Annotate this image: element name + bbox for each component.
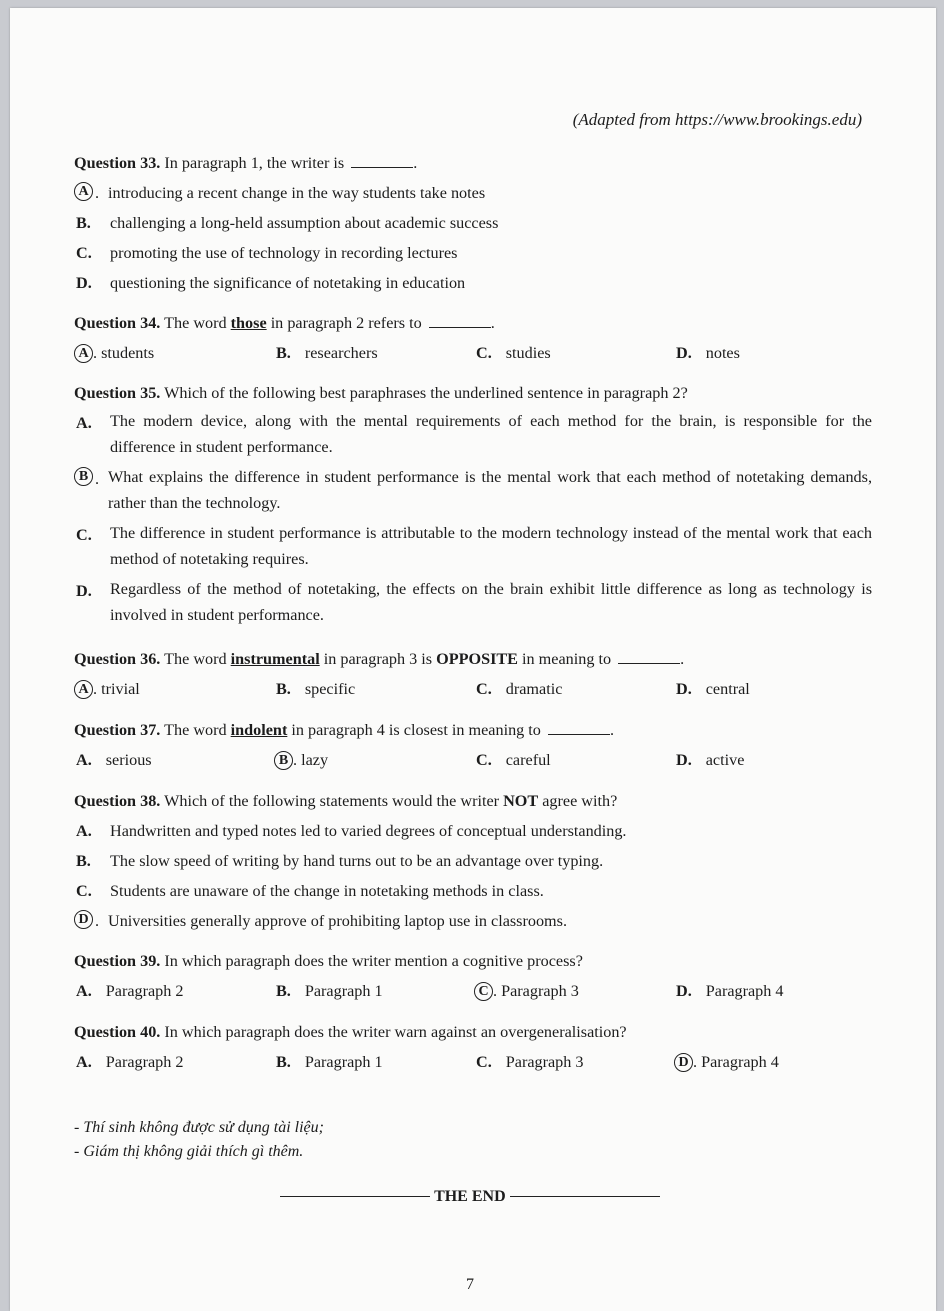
question-37-option-c[interactable]: C. careful (476, 751, 551, 769)
question-37 (74, 719, 872, 771)
question-40 (74, 1021, 872, 1073)
question-36-stem: Question 36. The word instrumental in paragraph 3 is OPPOSITE in meaning to . (74, 650, 685, 668)
question-33-option-a[interactable]: A . introducing a recent change in the way students take notes (74, 182, 872, 204)
highlighted-word: instrumental (230, 650, 320, 668)
question-40-option-d[interactable]: D . Paragraph 4 (674, 1051, 779, 1073)
question-37-option-d[interactable]: D. active (676, 751, 745, 769)
exam-notes (74, 1116, 324, 1164)
question-34-stem: Question 34. The word those in paragraph 2 refers to . (74, 314, 495, 332)
question-38-option-a[interactable]: A. Handwritten and typed notes led to varied degrees of conceptual understanding. (76, 822, 627, 840)
option-text: challenging a long-held assumption about academic success (110, 214, 499, 232)
answer-blank (429, 315, 491, 328)
question-39-option-d[interactable]: D. Paragraph 4 (676, 982, 784, 1000)
question-40-option-a[interactable]: A. Paragraph 2 (76, 1053, 184, 1071)
answer-blank (618, 651, 680, 664)
question-39-option-c[interactable]: C . Paragraph 3 (474, 980, 579, 1002)
question-37-options (74, 749, 872, 771)
question-35-option-d[interactable]: D. Regardless of the method of notetaking, the effects on the brain exhibit little difference as long as technology is involved in student performance. (76, 580, 872, 624)
divider (510, 1196, 660, 1197)
question-34-option-d[interactable]: D. notes (676, 344, 740, 362)
circled-answer-mark: C (474, 982, 493, 1001)
note-line: - Thí sinh không được sử dụng tài liệu; (74, 1119, 324, 1136)
answer-blank (548, 722, 610, 735)
question-36-option-c[interactable]: C. dramatic (476, 680, 563, 698)
question-34-option-c[interactable]: C. studies (476, 344, 551, 362)
question-33-option-d[interactable]: D. questioning the significance of notetaking in education (76, 274, 466, 292)
option-text: questioning the significance of notetaking in education (110, 274, 466, 292)
question-33-label: Question 33. (74, 154, 161, 172)
option-text: promoting the use of technology in recording lectures (110, 244, 458, 262)
circled-answer-mark: A (74, 182, 93, 201)
question-33-option-b[interactable]: B. challenging a long-held assumption about academic success (76, 214, 499, 232)
question-37-option-b[interactable]: B . lazy (274, 749, 328, 771)
question-36-option-d[interactable]: D. central (676, 680, 750, 698)
question-39-option-a[interactable]: A. Paragraph 2 (76, 982, 184, 1000)
question-35-option-c[interactable]: C. The difference in student performance is attributable to the modern technology instead of the mental work that each method of notetaking requires. (76, 524, 872, 568)
option-text: introducing a recent change in the way students take notes (108, 184, 486, 202)
question-33-text: In paragraph 1, the writer is (160, 154, 345, 172)
question-39-options (74, 980, 872, 1002)
highlighted-word: those (230, 314, 267, 332)
circled-answer-mark: B (74, 467, 93, 486)
question-36-options (74, 678, 872, 700)
question-40-option-b[interactable]: B. Paragraph 1 (276, 1053, 383, 1071)
circled-answer-mark: D (674, 1053, 693, 1072)
question-34 (74, 312, 872, 364)
question-36 (74, 648, 872, 700)
question-35-option-a[interactable]: A. The modern device, along with the mental requirements of each method for the brain, is responsible for the difference in student performance. (76, 412, 872, 456)
highlighted-word: indolent (230, 721, 288, 739)
question-33-stem: Question 33. In paragraph 1, the writer is . (74, 154, 418, 172)
question-35-stem: Question 35. Which of the following best paraphrases the underlined sentence in paragraph 2? (74, 384, 688, 402)
question-39 (74, 950, 872, 1002)
question-40-stem: Question 40. In which paragraph does the writer warn against an overgeneralisation? (74, 1023, 627, 1041)
question-38-option-d[interactable]: D . Universities generally approve of prohibiting laptop use in classrooms. (74, 910, 872, 932)
source-citation: (Adapted from https://www.brookings.edu) (572, 110, 862, 129)
question-38-stem: Question 38. Which of the following statements would the writer NOT agree with? (74, 792, 618, 810)
divider (280, 1196, 430, 1197)
question-35-option-b[interactable]: B . What explains the difference in student performance is the mental work that each method of notetaking demands, rather than the technology. (74, 464, 872, 516)
circled-answer-mark: A (74, 680, 93, 699)
answer-blank (351, 155, 413, 168)
note-line: - Giám thị không giải thích gì thêm. (74, 1143, 304, 1160)
the-end-marker (274, 1188, 666, 1210)
question-39-option-b[interactable]: B. Paragraph 1 (276, 982, 383, 1000)
question-40-option-c[interactable]: C. Paragraph 3 (476, 1053, 584, 1071)
question-34-option-a[interactable]: A . students (74, 342, 154, 364)
circled-answer-mark: D (74, 910, 93, 929)
question-38 (74, 790, 872, 932)
question-35 (74, 382, 872, 628)
circled-answer-mark: B (274, 751, 293, 770)
question-37-option-a[interactable]: A. serious (76, 751, 152, 769)
page-number: 7 (466, 1276, 474, 1293)
question-38-option-b[interactable]: B. The slow speed of writing by hand turns out to be an advantage over typing. (76, 852, 604, 870)
exam-page (10, 8, 936, 1311)
question-37-stem: Question 37. The word indolent in paragraph 4 is closest in meaning to . (74, 721, 614, 739)
question-33 (74, 152, 872, 294)
question-33-option-c[interactable]: C. promoting the use of technology in recording lectures (76, 244, 458, 262)
question-38-option-c[interactable]: C. Students are unaware of the change in notetaking methods in class. (76, 882, 544, 900)
question-40-options (74, 1051, 872, 1073)
the-end-label: THE END (434, 1188, 506, 1205)
circled-answer-mark: A (74, 344, 93, 363)
question-34-option-b[interactable]: B. researchers (276, 344, 378, 362)
question-36-option-a[interactable]: A . trivial (74, 678, 140, 700)
question-39-stem: Question 39. In which paragraph does the writer mention a cognitive process? (74, 952, 583, 970)
question-36-option-b[interactable]: B. specific (276, 680, 356, 698)
question-34-options (74, 342, 872, 364)
